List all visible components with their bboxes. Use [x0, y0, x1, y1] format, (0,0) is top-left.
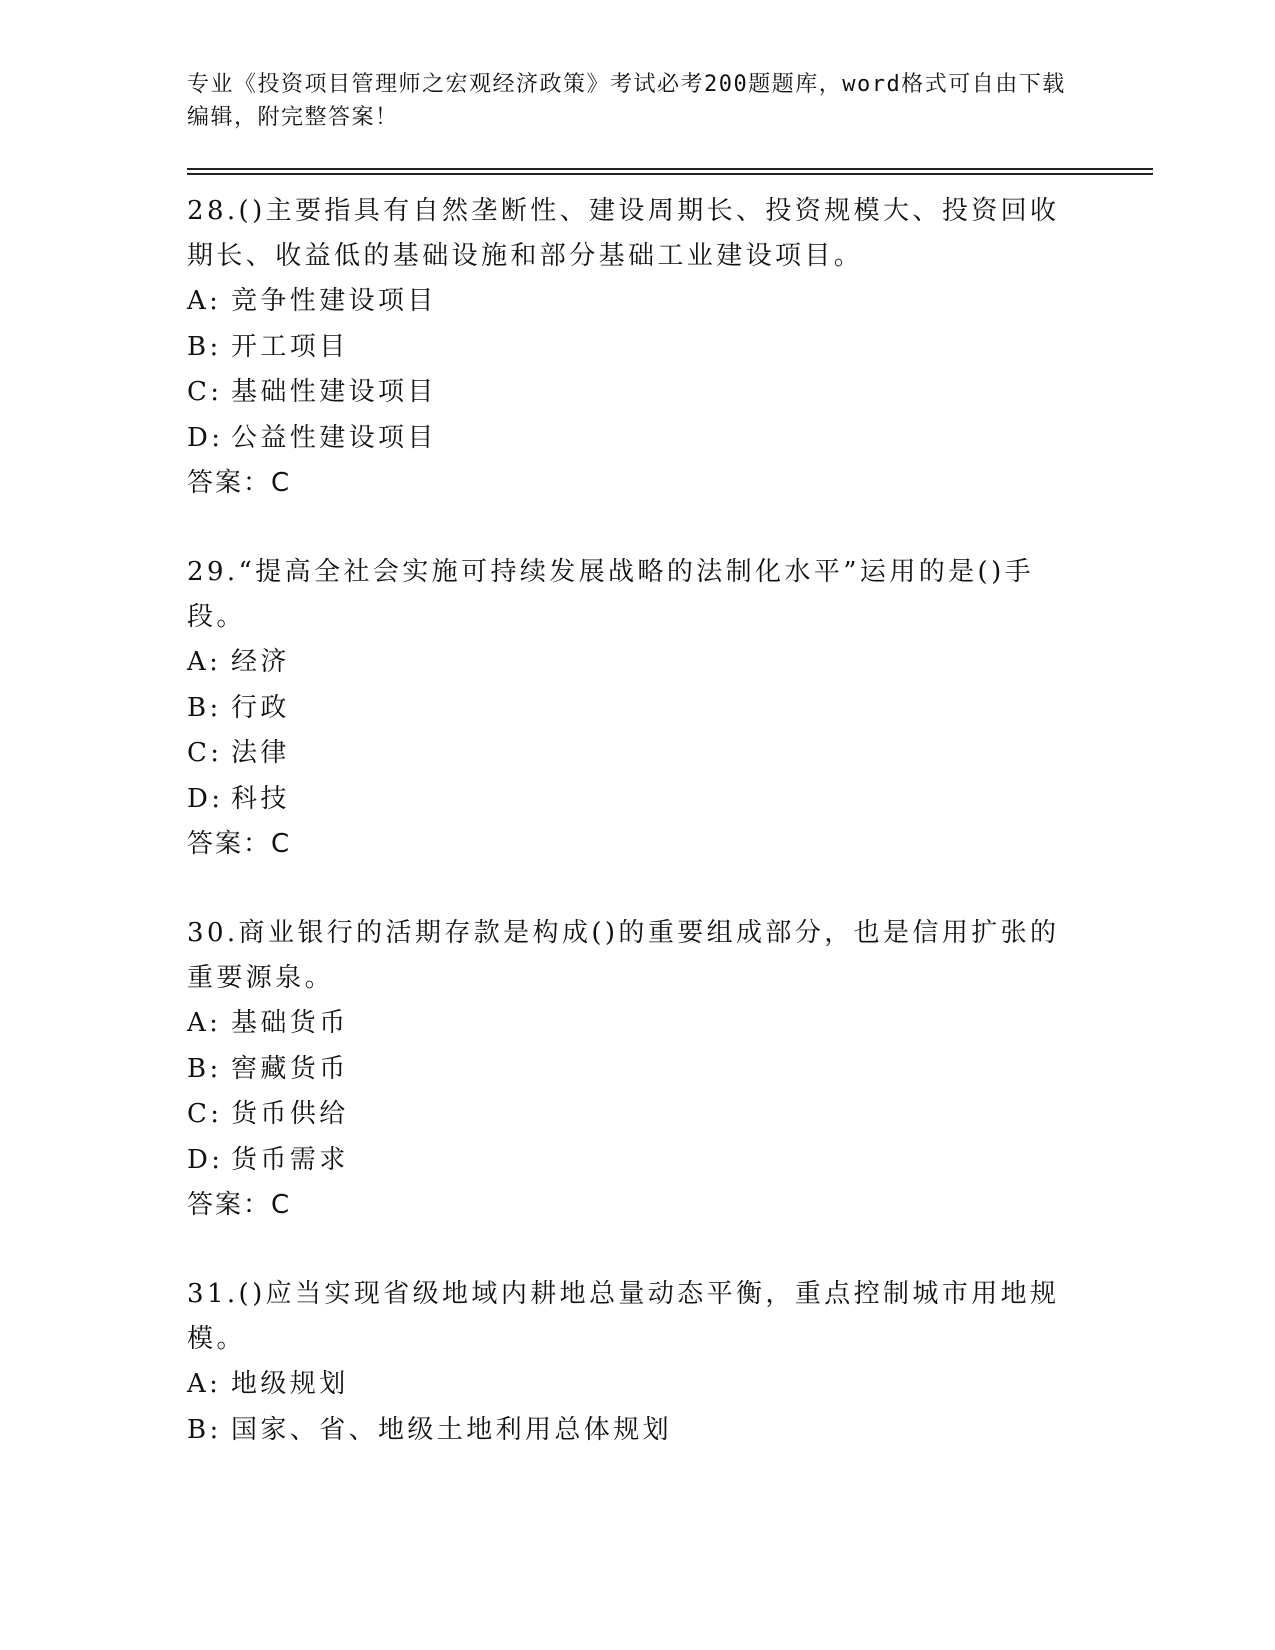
question-stem: 30.商业银行的活期存款是构成()的重要组成部分，也是信用扩张的重要源泉。 [187, 918, 1060, 993]
option-letter: D: [187, 783, 224, 814]
option-letter: C: [187, 738, 223, 768]
option-letter: B: [187, 692, 222, 723]
option-b [187, 325, 1153, 371]
option-letter: B: [187, 1414, 222, 1445]
option-c [187, 731, 1153, 777]
option-c [187, 1092, 1153, 1138]
answer-line: 答案：C [187, 1190, 292, 1220]
option-letter: A: [187, 1369, 222, 1399]
option-d [187, 1138, 1153, 1184]
option-text: 地级规划 [231, 1369, 349, 1399]
header-divider [187, 168, 1153, 175]
option-letter: A: [187, 1008, 222, 1038]
option-text: 货币需求 [231, 1144, 349, 1175]
option-letter: D: [187, 422, 224, 453]
option-letter: D: [187, 1144, 224, 1175]
option-text: 基础货币 [231, 1008, 349, 1038]
question-30 [187, 911, 1153, 1228]
option-a [187, 1362, 1153, 1408]
option-text: 法律 [231, 738, 290, 768]
option-letter: B: [187, 1053, 222, 1084]
option-d [187, 416, 1153, 462]
document-header: 专业《投资项目管理师之宏观经济政策》考试必考200题题库，word格式可自由下载编辑，附完整答案！ [187, 72, 1066, 130]
option-b [187, 686, 1153, 732]
option-a [187, 640, 1153, 686]
option-letter: C: [187, 1099, 223, 1129]
question-28 [187, 189, 1153, 506]
question-stem: 31.()应当实现省级地域内耕地总量动态平衡，重点控制城市用地规模。 [187, 1279, 1060, 1354]
option-letter: B: [187, 331, 222, 362]
question-list [187, 189, 1153, 1453]
question-29 [187, 550, 1153, 867]
option-text: 公益性建设项目 [231, 422, 437, 453]
option-letter: C: [187, 377, 223, 407]
question-stem: 28.()主要指具有自然垄断性、建设周期长、投资规模大、投资回收期长、收益低的基础设施和部分基础工业建设项目。 [187, 196, 1060, 271]
option-text: 基础性建设项目 [231, 377, 437, 407]
option-d [187, 777, 1153, 823]
option-text: 行政 [231, 692, 290, 723]
answer-line: 答案：C [187, 468, 292, 498]
option-text: 科技 [231, 783, 290, 814]
option-a [187, 279, 1153, 325]
option-text: 经济 [231, 647, 290, 677]
option-text: 开工项目 [231, 331, 349, 362]
option-letter: A: [187, 647, 222, 677]
option-b [187, 1047, 1153, 1093]
option-text: 竞争性建设项目 [231, 286, 437, 316]
document-page [187, 68, 1153, 1497]
option-text: 货币供给 [231, 1099, 349, 1129]
question-31 [187, 1272, 1153, 1453]
option-c [187, 370, 1153, 416]
answer-line: 答案：C [187, 829, 292, 859]
option-b [187, 1408, 1153, 1454]
option-letter: A: [187, 286, 222, 316]
question-stem: 29.“提高全社会实施可持续发展战略的法制化水平”运用的是()手段。 [187, 557, 1035, 632]
option-a [187, 1001, 1153, 1047]
option-text: 国家、省、地级土地利用总体规划 [231, 1414, 673, 1445]
option-text: 窖藏货币 [231, 1053, 349, 1084]
